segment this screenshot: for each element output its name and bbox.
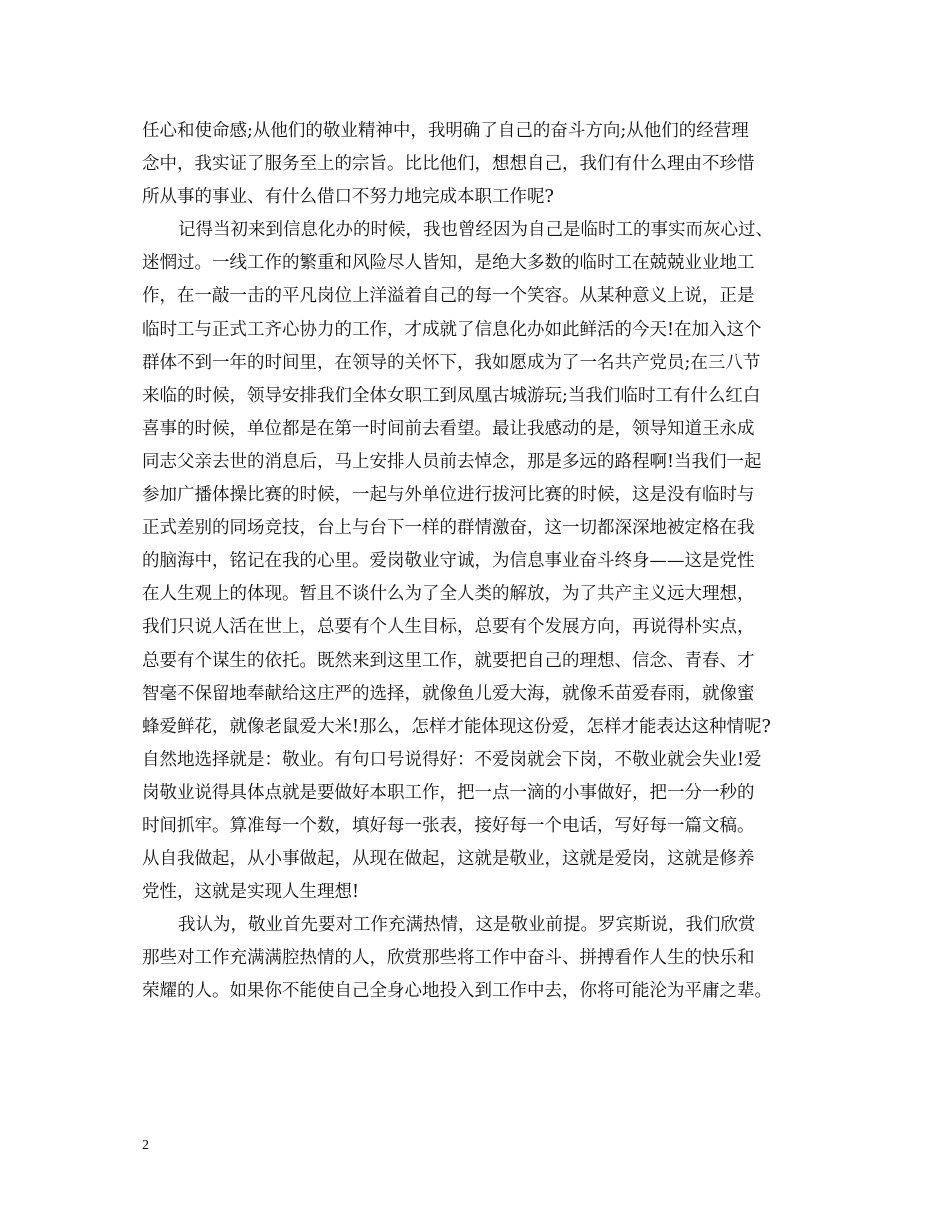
text-line: 喜事的时候，单位都是在第一时间前去看望。最让我感动的是，领导知道王永成 xyxy=(142,418,755,439)
text-line: 正式差别的同场竞技，台上与台下一样的群情激奋，这一切都深深地被定格在我 xyxy=(142,518,755,539)
text-line: 所从事的事业、有什么借口不努力地完成本职工作呢? xyxy=(142,187,554,208)
text-line: 任心和使命感;从他们的敬业精神中，我明确了自己的奋斗方向;从他们的经营理 xyxy=(142,121,749,141)
page-number: 2 xyxy=(142,1138,149,1153)
text-line: 从自我做起，从小事做起，从现在做起，这就是敬业，这就是爱岗，这就是修养 xyxy=(142,849,755,870)
text-line: 来临的时候，领导安排我们全体女职工到凤凰古城游玩;当我们临时工有什么红白 xyxy=(142,385,761,406)
text-line: 蜂爱鲜花，就像老鼠爱大米!那么，怎样才能体现这份爱，怎样才能表达这种情呢? xyxy=(142,716,771,737)
text-line: 迷惘过。一线工作的繁重和风险尽人皆知，是绝大多数的临时工在兢兢业业地工 xyxy=(142,253,755,274)
text-line: 那些对工作充满满腔热情的人，欣赏那些将工作中奋斗、拼搏看作人生的快乐和 xyxy=(142,948,755,969)
text-line: 的脑海中，铭记在我的心里。爱岗敬业守诚，为信息事业奋斗终身——这是党性 xyxy=(142,551,755,572)
text-line: 荣耀的人。如果你不能使自己全身心地投入到工作中去，你将可能沦为平庸之辈。 xyxy=(142,981,772,1002)
text-line: 时间抓牢。算准每一个数，填好每一张表，接好每一个电话，写好每一篇文稿。 xyxy=(142,815,755,836)
text-line: 参加广播体操比赛的时候，一起与外单位进行拔河比赛的时候，这是没有临时与 xyxy=(142,485,755,506)
text-line: 同志父亲去世的消息后，马上安排人员前去悼念，那是多远的路程啊!当我们一起 xyxy=(142,451,762,472)
text-line: 在人生观上的体现。暂且不谈什么为了全人类的解放，为了共产主义远大理想， xyxy=(142,584,755,605)
text-line: 我们只说人活在世上，总要有个人生目标，总要有个发展方向，再说得朴实点， xyxy=(142,617,755,638)
text-line: 总要有个谋生的依托。既然来到这里工作，就要把自己的理想、信念、青春、才 xyxy=(142,650,755,671)
text-line: 作，在一敲一击的平凡岗位上洋溢着自己的每一个笑容。从某种意义上说，正是 xyxy=(142,286,755,307)
text-line: 我认为，敬业首先要对工作充满热情，这是敬业前提。罗宾斯说，我们欣赏 xyxy=(178,915,756,936)
text-line: 智毫不保留地奉献给这庄严的选择，就像鱼儿爱大海，就像禾苗爱春雨，就像蜜 xyxy=(142,683,755,704)
document-body xyxy=(142,115,822,1009)
text-line: 临时工与正式工齐心协力的工作，才成就了信息化办如此鲜活的今天!在加入这个 xyxy=(142,319,762,340)
text-line: 念中，我实证了服务至上的宗旨。比比他们，想想自己，我们有什么理由不珍惜 xyxy=(142,154,755,175)
text-line: 记得当初来到信息化办的时候，我也曾经因为自己是临时工的事实而灰心过、 xyxy=(178,220,773,241)
text-line: 自然地选择就是：敬业。有句口号说得好：不爱岗就会下岗，不敬业就会失业!爱 xyxy=(142,749,762,770)
text-line: 党性，这就是实现人生理想! xyxy=(142,882,360,903)
text-line: 岗敬业说得具体点就是要做好本职工作，把一点一滴的小事做好，把一分一秒的 xyxy=(142,782,755,803)
text-line: 群体不到一年的时间里，在领导的关怀下，我如愿成为了一名共产党员;在三八节 xyxy=(142,352,761,373)
